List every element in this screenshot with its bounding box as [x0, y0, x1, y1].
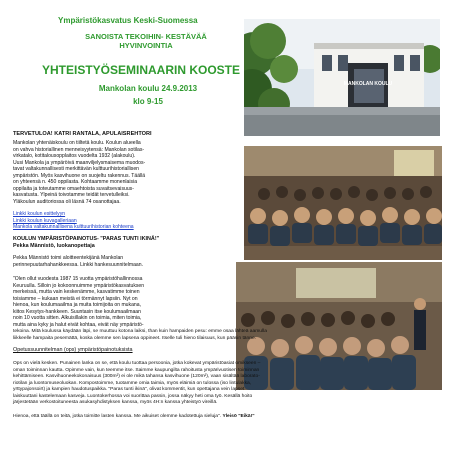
- section-welcome-links: [13, 211, 237, 231]
- closing-text: Hienoa, että täällä on teitä, jotka toimitte lasten kanssa. Me aikuiset olemme kadotettuja sieluja".: [13, 414, 223, 419]
- section-environment-quote-wide: [13, 329, 443, 342]
- welcome-line: Yläkoulun auditoriossa oli läsnä 74 osanottajaa.: [13, 198, 121, 205]
- quote-line: "Olen ollut vuodesta 1987 15 vuotta ympäristöhallinnossa: [13, 276, 143, 282]
- section-curriculum-closing: [13, 414, 445, 421]
- quote-line: noin 10 vuotta sitten. Alkuisillakin on toimia, miten toimia,: [13, 315, 142, 322]
- welcome-line: ympäristön. Myös kasvihuone on suojeltu rakennus. Täällä: [13, 172, 146, 179]
- section-curriculum-body: [13, 361, 445, 407]
- audience-reply: Yleisö "Eikä!": [222, 414, 255, 419]
- quote-wide-line: liikkeelle hampaita pesemättä, koska olemme sen lapsena oppineet. Itselle tuli hieno tilaisuus, kun pääsin tänne.: [13, 335, 257, 341]
- curriculum-line: Ops on vielä kesken. Punainen lanka on se, että koulu tuottaa persoonia, jotka kokevat ympäristöasiat omikseen –: [13, 361, 261, 366]
- welcome-line: virkatalo, kotitalousopplaitos vuodelta 1932 (alakoulu).: [13, 153, 136, 160]
- section-welcome-heading: TERVETULOA! KATRI RANTALA, APULAISREHTORI: [13, 131, 152, 137]
- event-time: klo 9-15: [133, 97, 163, 106]
- speaker-name: Pekka Männistö, luokanopettaja: [13, 242, 95, 249]
- welcome-line: on yhteensä n. 450 oppilasta. Kohtaamme monenlaisia: [13, 179, 138, 186]
- quote-line: hienoa, kun koulumaailma ja muita toimijoita on mukana,: [13, 302, 141, 309]
- curriculum-line: yrttypajonsoirt) ja kampien haudotuspaikka. "Paras tunti ikinä", olivat kommentit, kun opettajana vein lapset: [13, 387, 245, 393]
- section-environment-quote: [13, 276, 237, 328]
- curriculum-line: riotilan ja luontomuseoluokan. Kompostoimme, tuotamme omia taimia, myös eläimiä on tulossa (iso lintulakka,: [13, 380, 252, 386]
- document-title: YHTEISTYÖSEMINAARIN KOOSTE: [42, 63, 241, 77]
- subtitle-line-2: HYVINVOINTIA: [119, 41, 173, 50]
- event-date: Mankolan koulu 24.9.2013: [98, 84, 198, 93]
- quote-line: mutta aina kyky ja halut eivät kohtaa, eivät näy ympäristö-: [13, 321, 144, 328]
- subtitle-line-1: SANOISTA TEKOIHIN- KESTÄVÄÄ: [85, 32, 207, 41]
- curriculum-line: kehittämiseen. Kasvihuoneekokonaisuus (300m²) ei ole mikä tahansa kasvihuone (120m²), vaan sisältää laborato-: [13, 374, 260, 380]
- welcome-line: on vahva historiallinen menneisyytensä: Mankolan sotilas-: [13, 146, 145, 153]
- welcome-line: Mankolan yhtenäiskoulu on tiiltetä koulu. Koulun alueella: [13, 140, 141, 146]
- organization-name: Ympäristökasvatus Keski-Suomessa: [58, 16, 198, 25]
- section-environment-heading: [13, 236, 237, 249]
- welcome-line: Uusi Mankola ja ympäröivä maanviljelysmaisema muodos-: [13, 159, 146, 166]
- svg-text:MANKOLAN KOULU: MANKOLAN KOULU: [343, 81, 393, 87]
- welcome-line: kasvatusta. Ylpeinä toivotamme teidät tervetulleiksi.: [13, 192, 130, 199]
- intro-line: Pekka Männistö toimi aloitteentekijänä Mankolan: [13, 255, 124, 261]
- section-welcome-body: [13, 140, 237, 205]
- curriculum-line: järjestetään verkostoituneesta asukasyhdistyksen kanssa, myös 4H:n kanssa yhteistyö vireillä.: [13, 400, 218, 406]
- section-curriculum-heading: Opetussuunnitelman (ops) ympäristöpainotuksista: [13, 347, 133, 353]
- auditorium-audience-photo: [244, 146, 442, 260]
- environment-heading-line: KOULUN YMPÄRISTÖPAINOTUS- "PARAS TUNTI IKINÄ!": [13, 236, 160, 242]
- curriculum-line: oman toiminnan kautta. Opimme vain, kun teemme itse. Saimme kaupungilta rahoitusta ympärivuotisen toiminnan: [13, 367, 260, 373]
- school-presentation-link[interactable]: Linkki koulun esittelyyn: [13, 211, 66, 217]
- quote-line: Keuruulla. Silloin jo kokoonnuimme ympäristökasvatuksen: [13, 282, 145, 289]
- school-gallery-link[interactable]: Linkki koulun kuvagalleriaan: [13, 217, 77, 224]
- quote-line: kiitos Kesytys-hankkeen. Suuntasin itse koulumaailmaan: [13, 308, 141, 315]
- school-building-photo: [244, 19, 440, 136]
- quote-line: toisiamme – kukaan meistä ei törmännyt lapsiin. Nyt on: [13, 295, 138, 302]
- quote-wide-line: tekoina. Mitä koulussa käydään läpi, se muuttuu kotona laiksi, than kuin hampaiden pesu: emme osaa lähteä aamulla: [13, 329, 267, 334]
- cultural-heritage-link[interactable]: Mankola valtakunnallisena kulttuurihistorian kohteena: [13, 224, 134, 231]
- welcome-line: tavat valtakunnallisesti merkittävän kulttuurihistoriallisen: [13, 166, 139, 173]
- welcome-line: oppilaita ja toteutamme omaehtoista suvaitsevaisuus-: [13, 185, 134, 192]
- section-environment-intro: [13, 255, 237, 268]
- quote-line: merkeissä, mutta vain keskenämme, kasvatimme toinen: [13, 289, 140, 296]
- intro-line: perinnepuutarhahankkeessa. Linkki hankesuunnitelmaan.: [13, 261, 143, 268]
- curriculum-line: laiskuuttani kastelemaan kasveja. Luontokerhossa voi suorittaa passin, jossa näkyy heti oma työ. Kesällä hoito: [13, 393, 253, 399]
